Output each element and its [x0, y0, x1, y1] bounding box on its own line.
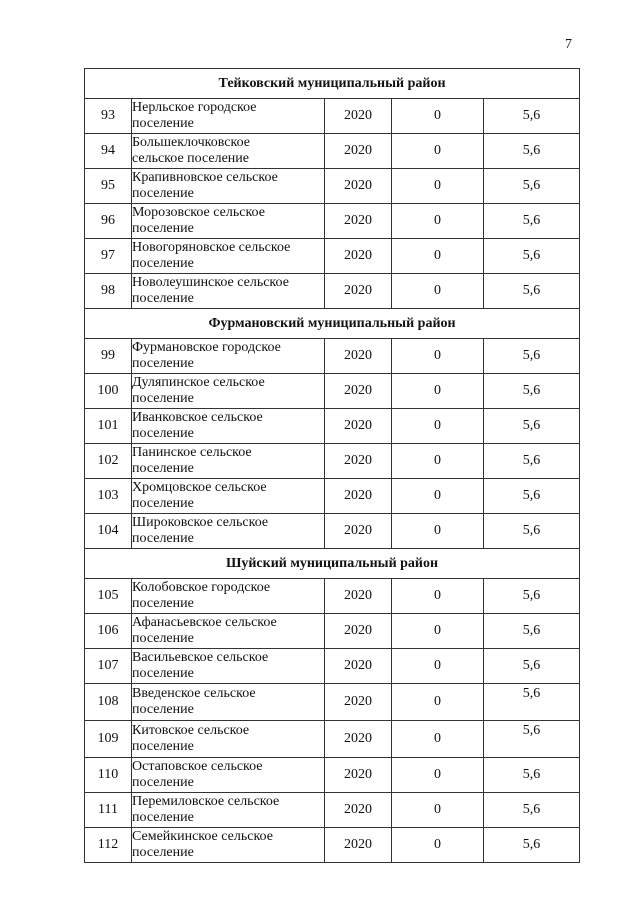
settlement-name-line: поселение: [132, 391, 194, 406]
table-row: [85, 339, 580, 374]
value-cell: 0: [392, 339, 484, 374]
year-cell: 2020: [325, 274, 392, 309]
value-cell: 0: [392, 649, 484, 684]
settlement-name-line: Панинское сельское: [132, 445, 252, 460]
settlement-name-line: Введенское сельское: [132, 686, 256, 701]
settlement-name: [132, 758, 325, 793]
settlement-name-line: поселение: [132, 531, 194, 546]
rate-cell: 5,6: [484, 444, 580, 479]
year-cell: 2020: [325, 479, 392, 514]
settlement-name-line: Остаповское сельское: [132, 759, 263, 774]
rate-cell: 5,6: [484, 99, 580, 134]
settlement-name-line: Колобовское городское: [132, 580, 271, 595]
table-row: [85, 684, 580, 721]
settlement-name-line: поселение: [132, 631, 194, 646]
section-title: Тейковский муниципальный район: [85, 69, 580, 99]
settlement-name-line: поселение: [132, 666, 194, 681]
settlement-name-line: поселение: [132, 356, 194, 371]
rate-cell: 5,6: [484, 169, 580, 204]
value-cell: 0: [392, 239, 484, 274]
table-body: [85, 69, 580, 863]
settlement-name-line: Новогоряновское сельское: [132, 240, 291, 255]
row-number: 103: [85, 479, 132, 514]
settlement-name: [132, 514, 325, 549]
settlement-name-line: сельское поселение: [132, 151, 249, 166]
year-cell: 2020: [325, 134, 392, 169]
row-number: 101: [85, 409, 132, 444]
row-number: 99: [85, 339, 132, 374]
settlement-name-line: Иванковское сельское: [132, 410, 263, 425]
table-row: [85, 721, 580, 758]
settlement-name-line: Семейкинское сельское: [132, 829, 273, 844]
value-cell: 0: [392, 134, 484, 169]
settlement-name: [132, 684, 325, 721]
row-number: 105: [85, 579, 132, 614]
rate-cell: 5,6: [484, 579, 580, 614]
settlement-name: [132, 239, 325, 274]
settlement-name: [132, 374, 325, 409]
row-number: 104: [85, 514, 132, 549]
settlement-name-line: поселение: [132, 775, 194, 790]
settlement-name: [132, 649, 325, 684]
settlement-name: [132, 721, 325, 758]
value-cell: 0: [392, 274, 484, 309]
row-number: 94: [85, 134, 132, 169]
row-number: 98: [85, 274, 132, 309]
table-row: [85, 239, 580, 274]
settlement-name-line: Фурмановское городское: [132, 340, 281, 355]
settlement-name-line: Васильевское сельское: [132, 650, 269, 665]
year-cell: 2020: [325, 828, 392, 863]
rate-cell: 5,6: [484, 758, 580, 793]
settlement-name-line: поселение: [132, 186, 194, 201]
row-number: 102: [85, 444, 132, 479]
value-cell: 0: [392, 444, 484, 479]
rate-cell: 5,6: [484, 793, 580, 828]
settlement-name-line: поселение: [132, 461, 194, 476]
rate-cell: 5,6: [484, 274, 580, 309]
year-cell: 2020: [325, 649, 392, 684]
value-cell: 0: [392, 169, 484, 204]
settlement-name-line: Большеклочковское: [132, 135, 250, 150]
table-row: [85, 204, 580, 239]
settlement-name-line: Морозовское сельское: [132, 205, 265, 220]
settlement-name-line: Афанасьевское сельское: [132, 615, 277, 630]
rate-cell: 5,6: [484, 134, 580, 169]
value-cell: 0: [392, 721, 484, 758]
year-cell: 2020: [325, 579, 392, 614]
year-cell: 2020: [325, 758, 392, 793]
settlement-name: [132, 274, 325, 309]
value-cell: 0: [392, 684, 484, 721]
section-header-row: [85, 309, 580, 339]
settlement-name-line: Новолеушинское сельское: [132, 275, 289, 290]
rate-cell: 5,6: [484, 204, 580, 239]
row-number: 97: [85, 239, 132, 274]
table-row: [85, 99, 580, 134]
section-title: Фурмановский муниципальный район: [85, 309, 580, 339]
value-cell: 0: [392, 374, 484, 409]
settlement-name: [132, 579, 325, 614]
section-header-row: [85, 549, 580, 579]
settlement-name-line: Дуляпинское сельское: [132, 375, 265, 390]
year-cell: 2020: [325, 339, 392, 374]
rate-cell: 5,6: [484, 684, 580, 721]
settlement-name-line: поселение: [132, 496, 194, 511]
table-row: [85, 758, 580, 793]
rate-cell: 5,6: [484, 239, 580, 274]
table-row: [85, 444, 580, 479]
settlement-name-line: поселение: [132, 810, 194, 825]
settlement-name-line: поселение: [132, 845, 194, 860]
rate-cell: 5,6: [484, 339, 580, 374]
settlement-name-line: поселение: [132, 291, 194, 306]
value-cell: 0: [392, 579, 484, 614]
section-title: Шуйский муниципальный район: [85, 549, 580, 579]
year-cell: 2020: [325, 204, 392, 239]
rate-cell: 5,6: [484, 514, 580, 549]
settlement-name-line: поселение: [132, 256, 194, 271]
settlement-name: [132, 339, 325, 374]
settlement-name: [132, 169, 325, 204]
table-row: [85, 828, 580, 863]
value-cell: 0: [392, 204, 484, 239]
row-number: 100: [85, 374, 132, 409]
value-cell: 0: [392, 828, 484, 863]
row-number: 106: [85, 614, 132, 649]
settlement-name: [132, 614, 325, 649]
year-cell: 2020: [325, 239, 392, 274]
table-row: [85, 479, 580, 514]
year-cell: 2020: [325, 374, 392, 409]
value-cell: 0: [392, 409, 484, 444]
table-row: [85, 169, 580, 204]
settlement-name-line: поселение: [132, 702, 194, 717]
row-number: 110: [85, 758, 132, 793]
row-number: 96: [85, 204, 132, 239]
section-header-row: [85, 69, 580, 99]
rate-cell: 5,6: [484, 721, 580, 758]
table-row: [85, 274, 580, 309]
rate-cell: 5,6: [484, 409, 580, 444]
value-cell: 0: [392, 758, 484, 793]
settlement-name: [132, 444, 325, 479]
table-row: [85, 579, 580, 614]
table-row: [85, 134, 580, 169]
settlement-name-line: Китовское сельское: [132, 723, 250, 738]
settlement-name-line: поселение: [132, 221, 194, 236]
settlement-name-line: поселение: [132, 739, 194, 754]
settlement-name: [132, 99, 325, 134]
rate-cell: 5,6: [484, 614, 580, 649]
value-cell: 0: [392, 614, 484, 649]
settlement-name-line: Крапивновское сельское: [132, 170, 278, 185]
row-number: 107: [85, 649, 132, 684]
row-number: 108: [85, 684, 132, 721]
settlement-name-line: Широковское сельское: [132, 515, 269, 530]
year-cell: 2020: [325, 169, 392, 204]
table-row: [85, 374, 580, 409]
settlement-name: [132, 204, 325, 239]
year-cell: 2020: [325, 99, 392, 134]
settlement-name: [132, 828, 325, 863]
table-row: [85, 514, 580, 549]
settlement-name-line: поселение: [132, 116, 194, 131]
settlement-name: [132, 409, 325, 444]
year-cell: 2020: [325, 721, 392, 758]
row-number: 109: [85, 721, 132, 758]
row-number: 111: [85, 793, 132, 828]
year-cell: 2020: [325, 409, 392, 444]
settlement-name-line: поселение: [132, 596, 194, 611]
rate-cell: 5,6: [484, 649, 580, 684]
row-number: 112: [85, 828, 132, 863]
table-row: [85, 649, 580, 684]
settlement-name-line: Нерльское городское: [132, 100, 257, 115]
value-cell: 0: [392, 479, 484, 514]
year-cell: 2020: [325, 514, 392, 549]
settlement-name: [132, 134, 325, 169]
settlement-name-line: Перемиловское сельское: [132, 794, 280, 809]
rate-cell: 5,6: [484, 374, 580, 409]
rate-cell: 5,6: [484, 828, 580, 863]
settlement-name-line: Хромцовское сельское: [132, 480, 267, 495]
settlement-name-line: поселение: [132, 426, 194, 441]
table-row: [85, 614, 580, 649]
settlement-name: [132, 479, 325, 514]
value-cell: 0: [392, 99, 484, 134]
row-number: 95: [85, 169, 132, 204]
year-cell: 2020: [325, 684, 392, 721]
page-number: 7: [565, 37, 572, 52]
settlement-name: [132, 793, 325, 828]
table-row: [85, 409, 580, 444]
municipalities-table: [84, 68, 580, 863]
year-cell: 2020: [325, 444, 392, 479]
year-cell: 2020: [325, 793, 392, 828]
rate-cell: 5,6: [484, 479, 580, 514]
value-cell: 0: [392, 514, 484, 549]
value-cell: 0: [392, 793, 484, 828]
year-cell: 2020: [325, 614, 392, 649]
table-row: [85, 793, 580, 828]
row-number: 93: [85, 99, 132, 134]
